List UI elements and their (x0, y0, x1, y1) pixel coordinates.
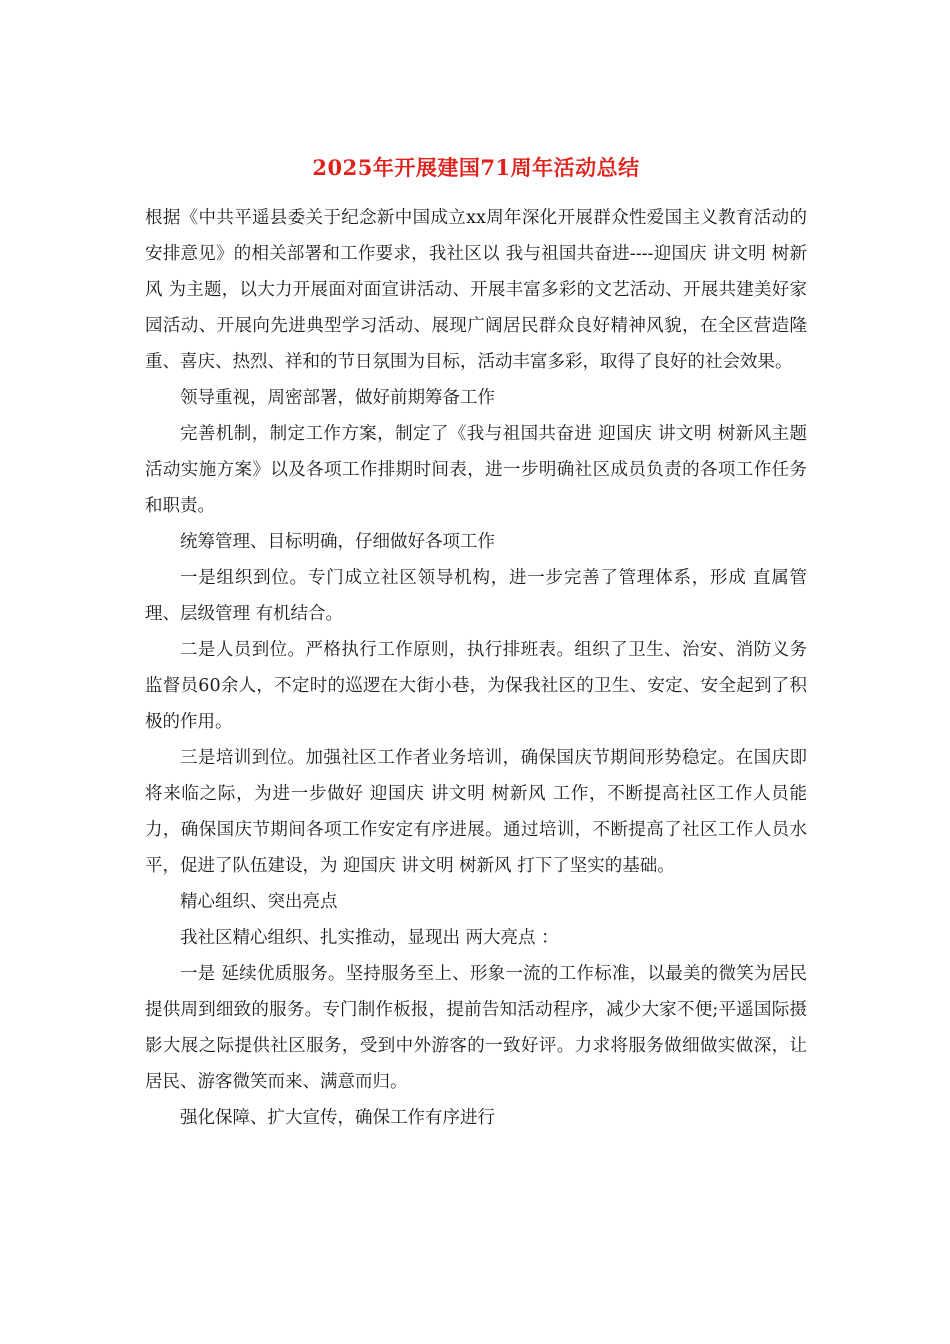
paragraph-heading-support: 强化保障、扩大宣传，确保工作有序进行 (180, 1108, 495, 1128)
document-page (145, 150, 807, 1136)
paragraph-intro: 根据《中共平遥县委关于纪念新中国成立xx周年深化开展群众性爱国主义教育活动的安排意见》的相关部署和工作要求，我社区以 我与祖国共奋进----迎国庆 讲文明 树新风 为主题，以大力开展面对面宣讲活动、开展丰富多彩的文艺活动、开展共建美好家园活动、开展向先进典型学习活动、展现广阔居民群众良好精神风貌，在全区营造隆重、喜庆、热烈、祥和的节日氛围为目标，活动丰富多彩，取得了良好的社会效果。 (145, 208, 807, 372)
paragraph-organization: 一是组织到位。专门成立社区领导机构，进一步完善了管理体系，形成 直属管理、层级管理 有机结合。 (145, 568, 807, 624)
paragraph-heading-leadership: 领导重视，周密部署，做好前期筹备工作 (180, 388, 495, 408)
paragraph-mechanism: 完善机制，制定工作方案，制定了《我与祖国共奋进 迎国庆 讲文明 树新风主题活动实施方案》以及各项工作排期时间表，进一步明确社区成员负责的各项工作任务和职责。 (145, 424, 807, 516)
document-title: 2025年开展建国71周年活动总结 (312, 155, 640, 180)
paragraph-training: 三是培训到位。加强社区工作者业务培训，确保国庆节期间形势稳定。在国庆即将来临之际，为进一步做好 迎国庆 讲文明 树新风 工作，不断提高社区工作人员能力，确保国庆节期间各项工作安定有序进展。通过培训，不断提高了社区工作人员水平，促进了队伍建设，为 迎国庆 讲文明 树新风 打下了坚实的基础。 (145, 748, 807, 876)
paragraph-heading-management: 统筹管理、目标明确，仔细做好各项工作 (180, 532, 495, 552)
paragraph-service: 一是 延续优质服务。坚持服务至上、形象一流的工作标准，以最美的微笑为居民提供周到细致的服务。专门制作板报，提前告知活动程序，减少大家不便;平遥国际摄影大展之际提供社区服务，受到中外游客的一致好评。力求将服务做细做实做深，让居民、游客微笑而来、满意而归。 (145, 964, 807, 1092)
paragraph-personnel: 二是人员到位。严格执行工作原则，执行排班表。组织了卫生、治安、消防义务监督员60余人，不定时的巡逻在大街小巷，为保我社区的卫生、安定、安全起到了积极的作用。 (145, 640, 807, 732)
paragraph-highlights-intro: 我社区精心组织、扎实推动，显现出 两大亮点 ： (180, 928, 559, 948)
paragraph-heading-highlights: 精心组织、突出亮点 (180, 892, 338, 912)
